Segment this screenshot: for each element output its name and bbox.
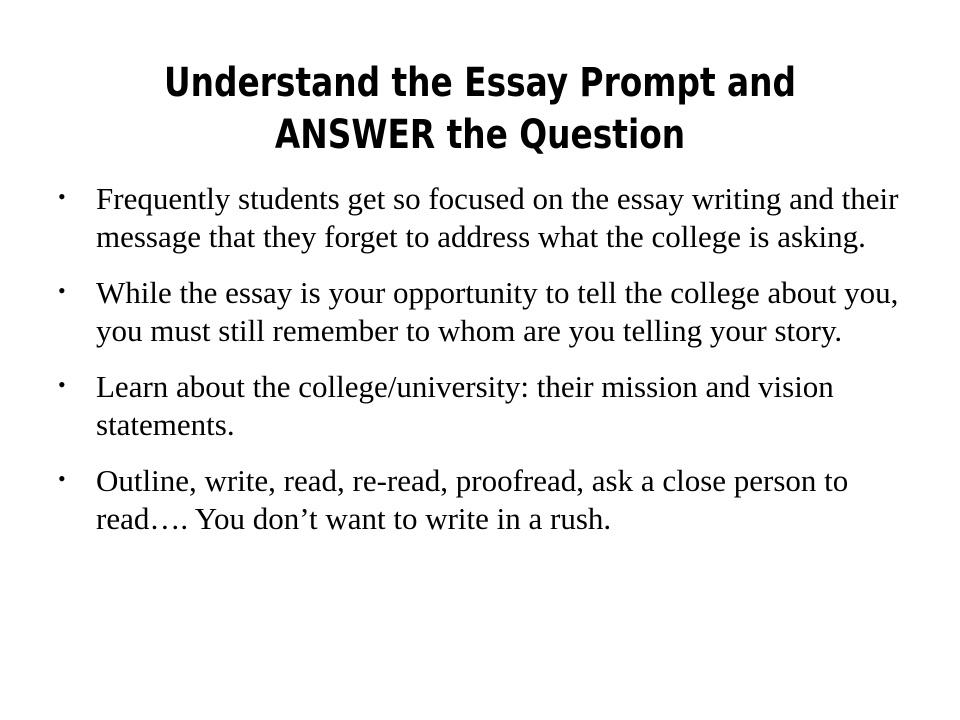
bullet-text: Outline, write, read, re-read, proofread, ask a close person to read…. You don’t want to write in a rush. <box>96 463 849 536</box>
slide-title-line: Understand the Essay Prompt and <box>163 59 797 106</box>
bullet-text: While the essay is your opportunity to tell the college about you, you must still remember to whom are you telling your story. <box>96 275 899 348</box>
bullet-point-icon: • <box>58 466 66 491</box>
bullet-text: Frequently students get so focused on the essay writing and their message that they forget to address what the college is asking. <box>96 181 899 254</box>
bullet-list <box>58 180 908 538</box>
bullet-item <box>58 180 908 256</box>
bullet-point-icon: • <box>58 278 66 303</box>
bullet-text: Learn about the college/university: their mission and vision statements. <box>96 369 834 442</box>
slide-title <box>119 57 841 161</box>
slide-title-line: ANSWER the Question <box>274 111 686 158</box>
bullet-item <box>58 368 908 444</box>
bullet-item <box>58 462 908 538</box>
bullet-item <box>58 274 908 350</box>
bullet-point-icon: • <box>58 372 66 397</box>
bullet-point-icon: • <box>58 184 66 209</box>
